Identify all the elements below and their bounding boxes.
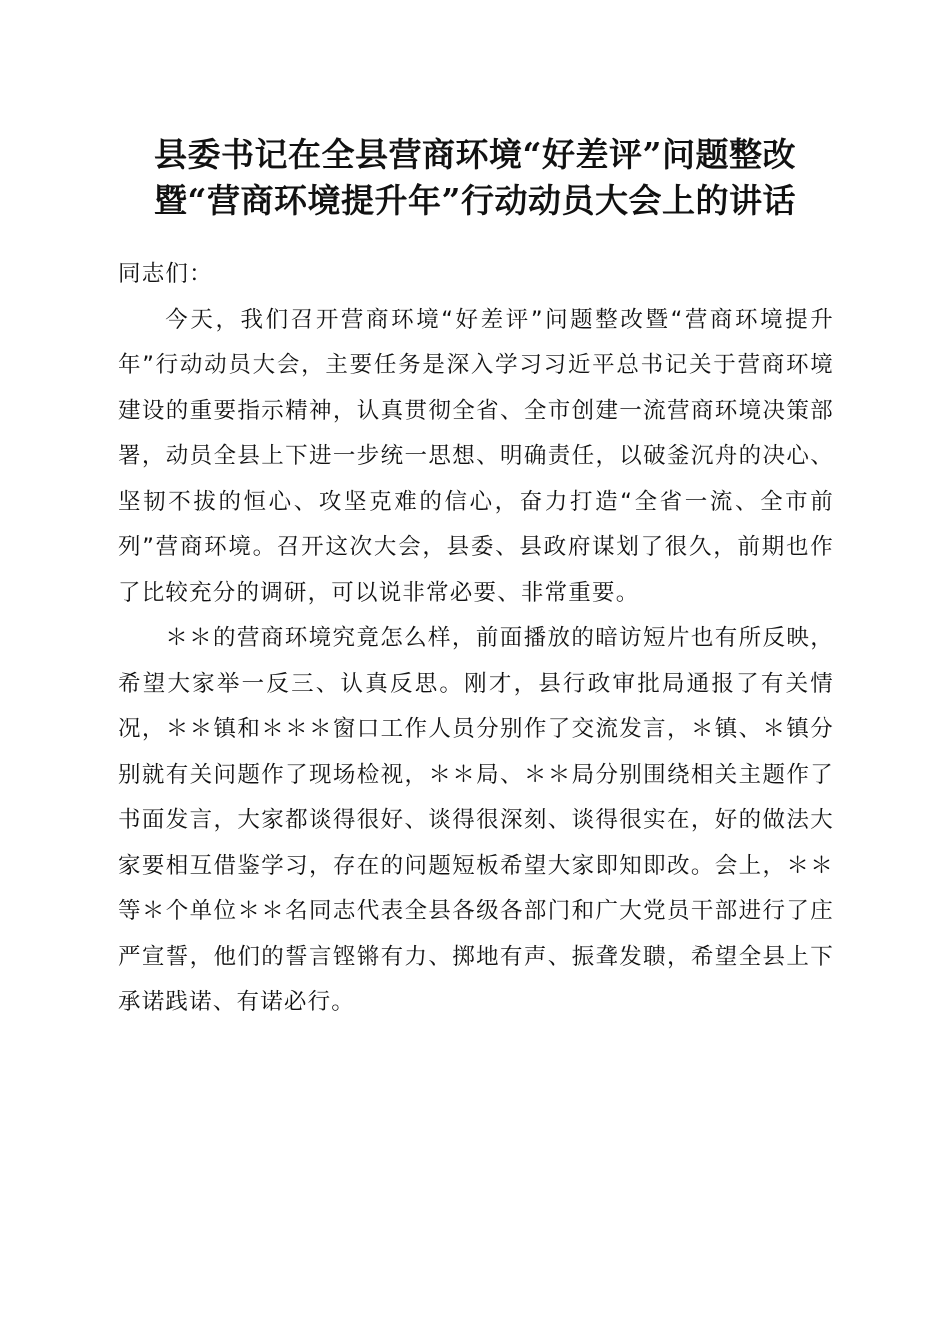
salutation: 同志们： <box>118 261 213 287</box>
paragraph-1: 今天，我们召开营商环境“好差评”问题整改暨“营商环境提升年”行动动员大会，主要任务是深入学习习近平总书记关于营商环境建设的重要指示精神，认真贯彻全省、全市创建一流营商环境决策部署，动员全县上下进一步统一思想、明确责任，以破釜沉舟的决心、坚韧不拔的恒心、攻坚克难的信心，奋力打造“全省一流、全市前列”营商环境。召开这次大会，县委、县政府谋划了很久，前期也作了比较充分的调研，可以说非常必要、非常重要。 <box>118 306 834 606</box>
paragraph-2: ＊＊的营商环境究竟怎么样，前面播放的暗访短片也有所反映，希望大家举一反三、认真反思。刚才，县行政审批局通报了有关情况，＊＊镇和＊＊＊窗口工作人员分别作了交流发言，＊镇、＊镇分别就有关问题作了现场检视，＊＊局、＊＊局分别围绕相关主题作了书面发言，大家都谈得很好、谈得很深刻、谈得很实在，好的做法大家要相互借鉴学习，存在的问题短板希望大家即知即改。会上，＊＊等＊个单位＊＊名同志代表全县各级各部门和广大党员干部进行了庄严宣誓，他们的誓言铿锵有力、掷地有声、振聋发聩，希望全县上下承诺践诺、有诺必行。 <box>118 625 834 1015</box>
document-body <box>118 252 834 1026</box>
title-line-1: 县委书记在全县营商环境“好差评”问题整改 <box>154 135 796 174</box>
document-title <box>96 132 854 224</box>
title-line-2: 暨“营商环境提升年”行动动员大会上的讲话 <box>154 181 796 220</box>
